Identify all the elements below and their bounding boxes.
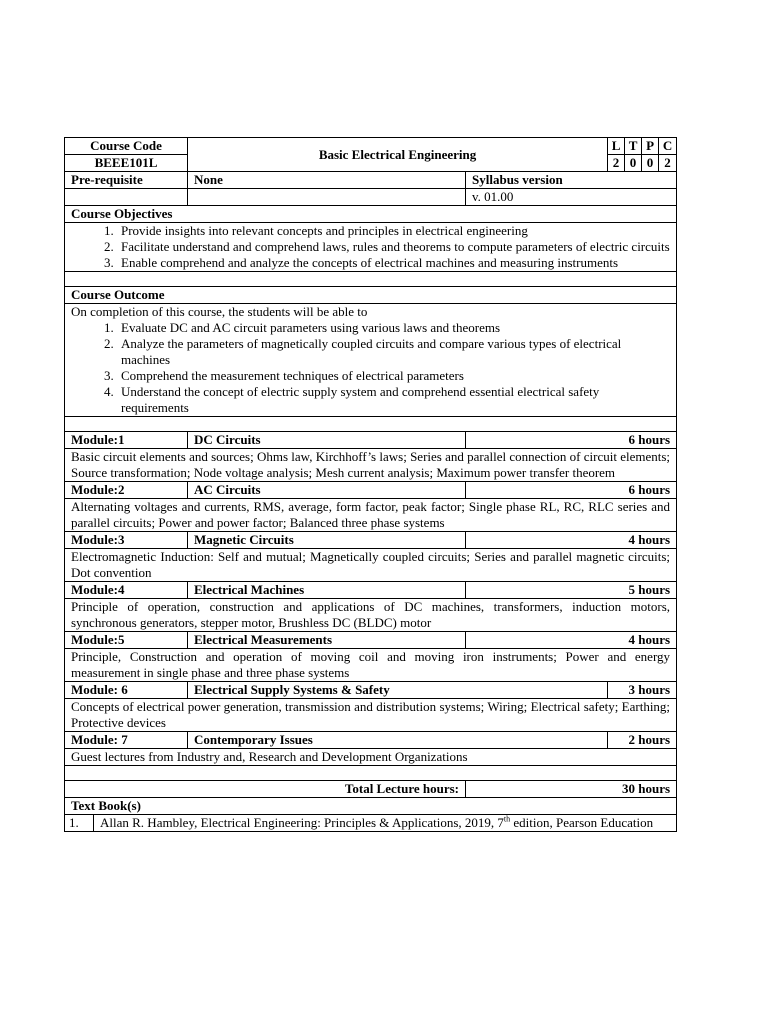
outcome-item: 4. Understand the concept of electric supply system and comprehend essential electrical safety requirements bbox=[117, 384, 632, 416]
module-hours: 2 hours bbox=[608, 732, 677, 749]
module-hours: 3 hours bbox=[608, 682, 677, 699]
textbooks-heading: Text Book(s) bbox=[65, 798, 677, 815]
ltpc-value-p: 0 bbox=[642, 155, 659, 172]
module-title: Electrical Machines bbox=[188, 582, 466, 599]
total-lecture-hours-label: Total Lecture hours: bbox=[65, 781, 466, 798]
textbook-list bbox=[65, 815, 676, 831]
outcome-item: 1. Evaluate DC and AC circuit parameters using various laws and theorems bbox=[117, 320, 632, 336]
module-content: Guest lectures from Industry and, Research and Development Organizations bbox=[65, 749, 677, 766]
module-content: Principle, Construction and operation of moving coil and moving iron instruments; Power and energy measurement in single phase and three phase systems bbox=[65, 649, 677, 682]
course-title: Basic Electrical Engineering bbox=[188, 138, 608, 172]
syllabus-version-label: Syllabus version bbox=[466, 172, 677, 189]
textbook-superscript: th bbox=[503, 814, 511, 824]
textbook-entry bbox=[94, 815, 677, 831]
module-title: Contemporary Issues bbox=[188, 732, 608, 749]
module-content: Principle of operation, construction and applications of DC machines, transformers, induction motors, synchronous generators, stepper motor, Brushless DC (BLDC) motor bbox=[65, 599, 677, 632]
module-hours: 4 hours bbox=[466, 532, 677, 549]
module-label: Module:1 bbox=[65, 432, 188, 449]
syllabus-table bbox=[64, 137, 677, 832]
module-label: Module: 7 bbox=[65, 732, 188, 749]
course-code-label: Course Code bbox=[65, 138, 188, 155]
outcome-item: 3. Comprehend the measurement techniques of electrical parameters bbox=[117, 368, 632, 384]
syllabus-sheet bbox=[64, 137, 676, 832]
objective-item: 3. Enable comprehend and analyze the concepts of electrical machines and measuring instruments bbox=[117, 255, 670, 271]
objectives-list bbox=[71, 223, 670, 271]
total-lecture-hours-value: 30 hours bbox=[466, 781, 677, 798]
module-hours: 4 hours bbox=[466, 632, 677, 649]
module-content: Electromagnetic Induction: Self and mutual; Magnetically coupled circuits; Series and parallel magnetic circuits; Dot convention bbox=[65, 549, 677, 582]
ltpc-header-t: T bbox=[625, 138, 642, 155]
module-hours: 6 hours bbox=[466, 432, 677, 449]
textbook-text-b: edition, Pearson Education bbox=[510, 815, 654, 830]
prerequisite-value: None bbox=[188, 172, 466, 189]
ltpc-header-c: C bbox=[659, 138, 677, 155]
module-label: Module:5 bbox=[65, 632, 188, 649]
module-title: Electrical Supply Systems & Safety bbox=[188, 682, 608, 699]
module-hours: 5 hours bbox=[466, 582, 677, 599]
objective-item: 1. Provide insights into relevant concepts and principles in electrical engineering bbox=[117, 223, 670, 239]
module-label: Module:3 bbox=[65, 532, 188, 549]
textbook-item bbox=[65, 815, 676, 831]
ltpc-value-l: 2 bbox=[608, 155, 625, 172]
ltpc-header-p: P bbox=[642, 138, 659, 155]
outcomes-heading: Course Outcome bbox=[65, 287, 677, 304]
ltpc-value-t: 0 bbox=[625, 155, 642, 172]
outcome-item: 2. Analyze the parameters of magnetically coupled circuits and compare various types of electrical machines bbox=[117, 336, 632, 368]
course-code: BEEE101L bbox=[65, 155, 188, 172]
module-hours: 6 hours bbox=[466, 482, 677, 499]
module-title: Electrical Measurements bbox=[188, 632, 466, 649]
ltpc-value-c: 2 bbox=[659, 155, 677, 172]
objectives-heading: Course Objectives bbox=[65, 206, 677, 223]
textbook-number: 1. bbox=[65, 815, 94, 831]
module-content: Basic circuit elements and sources; Ohms law, Kirchhoff’s laws; Series and parallel connection of circuit elements; Source transformation; Node voltage analysis; Mesh current analysis; Maximum power transfer theorem bbox=[65, 449, 677, 482]
module-title: AC Circuits bbox=[188, 482, 466, 499]
module-label: Module:4 bbox=[65, 582, 188, 599]
outcomes-intro: On completion of this course, the students will be able to bbox=[71, 304, 368, 319]
module-content: Alternating voltages and currents, RMS, average, form factor, peak factor; Single phase RL, RC, RLC series and parallel circuits; Power and power factor; Balanced three phase systems bbox=[65, 499, 677, 532]
outcomes-list bbox=[71, 320, 632, 416]
module-title: DC Circuits bbox=[188, 432, 466, 449]
ltpc-header-l: L bbox=[608, 138, 625, 155]
syllabus-version-value: v. 01.00 bbox=[466, 189, 677, 206]
module-label: Module:2 bbox=[65, 482, 188, 499]
textbook-text-a: Allan R. Hambley, Electrical Engineering: Principles & Applications, 2019, 7 bbox=[100, 815, 504, 830]
module-label: Module: 6 bbox=[65, 682, 188, 699]
prerequisite-label: Pre-requisite bbox=[65, 172, 188, 189]
module-title: Magnetic Circuits bbox=[188, 532, 466, 549]
objective-item: 2. Facilitate understand and comprehend laws, rules and theorems to compute parameters of electric circuits bbox=[117, 239, 670, 255]
module-content: Concepts of electrical power generation, transmission and distribution systems; Wiring; Electrical safety; Earthing; Protective devices bbox=[65, 699, 677, 732]
